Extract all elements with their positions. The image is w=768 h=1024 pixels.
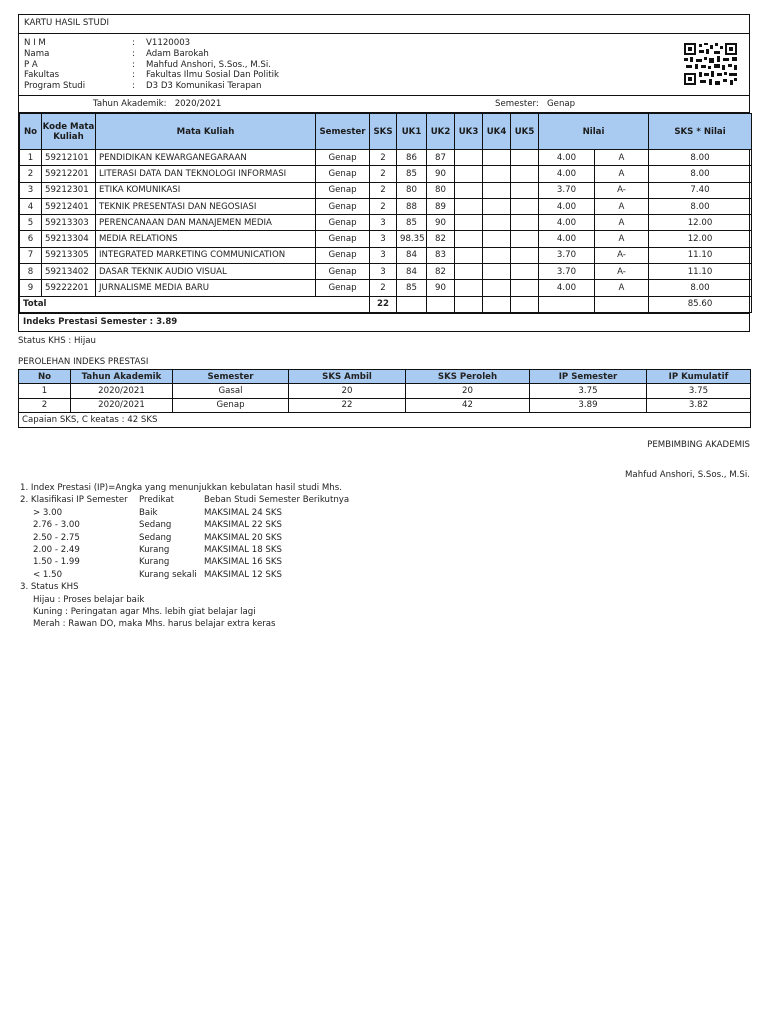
course-no: 2 (20, 166, 42, 182)
course-sks-nilai: 12.00 (649, 231, 752, 247)
course-row (20, 231, 752, 247)
course-uk4 (483, 215, 511, 231)
course-no: 8 (20, 264, 42, 280)
course-uk4 (483, 247, 511, 263)
klasifikasi-range: < 1.50 (33, 569, 63, 580)
course-row (20, 280, 752, 296)
course-sks-nilai: 11.10 (649, 247, 752, 263)
status-khs: Status KHS : Hijau (18, 336, 96, 346)
col-sks: SKS (370, 114, 397, 150)
course-nilai: 3.70 (539, 247, 595, 263)
course-uk4 (483, 198, 511, 214)
course-uk4 (483, 231, 511, 247)
course-sks: 3 (370, 231, 397, 247)
course-row (20, 215, 752, 231)
course-sks-nilai: 8.00 (649, 280, 752, 296)
course-semester: Genap (316, 247, 370, 263)
col-uk2: UK2 (427, 114, 455, 150)
course-uk3 (455, 215, 483, 231)
col-kode: Kode Mata Kuliah (42, 114, 96, 150)
col-uk5: UK5 (511, 114, 539, 150)
course-uk1: 85 (397, 215, 427, 231)
course-mk: ETIKA KOMUNIKASI (96, 182, 316, 198)
identity-row (24, 81, 744, 92)
course-uk5 (511, 280, 539, 296)
academic-semester: Semester: Genap (495, 99, 576, 109)
identity-label: Nama (24, 48, 50, 59)
identity-label: P A (24, 59, 38, 70)
note-2: 2. Klasifikasi IP Semester Predikat Beban Studi Semester Berikutnya (20, 495, 350, 506)
course-uk1: 88 (397, 198, 427, 214)
course-huruf: A (595, 231, 649, 247)
course-uk3 (455, 166, 483, 182)
course-mk: PENDIDIKAN KEWARGANEGARAAN (96, 150, 316, 166)
klasifikasi-range: 2.76 - 3.00 (33, 520, 80, 531)
course-nilai: 4.00 (539, 150, 595, 166)
course-sks: 3 (370, 264, 397, 280)
klasifikasi-range: 2.50 - 2.75 (33, 532, 80, 543)
history-col-header: No (19, 370, 71, 384)
history-cell: 2020/2021 (71, 398, 173, 413)
course-nilai: 4.00 (539, 231, 595, 247)
history-cell: 22 (289, 398, 406, 413)
course-uk3 (455, 264, 483, 280)
course-uk3 (455, 231, 483, 247)
course-kode: 59222201 (42, 280, 96, 296)
klasifikasi-predikat: Kurang (139, 557, 170, 568)
col-uk4: UK4 (483, 114, 511, 150)
history-col-header: IP Kumulatif (647, 370, 751, 384)
course-kode: 59213304 (42, 231, 96, 247)
history-cell: 42 (406, 398, 530, 413)
klasifikasi-beban: MAKSIMAL 20 SKS (204, 532, 282, 543)
course-uk5 (511, 198, 539, 214)
total-sks: 22 (370, 296, 397, 312)
identity-row (24, 38, 744, 49)
course-row (20, 166, 752, 182)
klasifikasi-row (20, 507, 349, 519)
course-uk5 (511, 231, 539, 247)
status-item: Hijau : Proses belajar baik (33, 594, 145, 605)
course-semester: Genap (316, 231, 370, 247)
total-sks-nilai: 85.60 (649, 296, 752, 312)
klasifikasi-beban: MAKSIMAL 24 SKS (204, 507, 282, 518)
identity-row (24, 70, 744, 81)
klasifikasi-range: 1.50 - 1.99 (33, 557, 80, 568)
notes (20, 482, 349, 631)
course-uk1: 85 (397, 166, 427, 182)
col-no: No (20, 114, 42, 150)
course-uk5 (511, 247, 539, 263)
course-row (20, 247, 752, 263)
course-semester: Genap (316, 215, 370, 231)
course-uk5 (511, 166, 539, 182)
course-sks: 2 (370, 182, 397, 198)
history-col-header: Tahun Akademik (71, 370, 173, 384)
grades-header-row (20, 114, 752, 150)
course-sks: 2 (370, 166, 397, 182)
course-uk1: 84 (397, 247, 427, 263)
course-uk3 (455, 198, 483, 214)
course-row (20, 182, 752, 198)
history-col-header: SKS Peroleh (406, 370, 530, 384)
course-sks-nilai: 8.00 (649, 166, 752, 182)
history-cell: 3.89 (530, 398, 647, 413)
course-sks-nilai: 11.10 (649, 264, 752, 280)
col-sks-nilai: SKS * Nilai (649, 114, 752, 150)
col-uk3: UK3 (455, 114, 483, 150)
history-col-header: IP Semester (530, 370, 647, 384)
course-no: 9 (20, 280, 42, 296)
history-cell: Gasal (173, 384, 289, 399)
col-semester: Semester (316, 114, 370, 150)
klasifikasi-range: > 3.00 (33, 507, 63, 518)
course-sks-nilai: 8.00 (649, 198, 752, 214)
course-mk: JURNALISME MEDIA BARU (96, 280, 316, 296)
course-row (20, 150, 752, 166)
history-cell: Genap (173, 398, 289, 413)
klasifikasi-beban: MAKSIMAL 16 SKS (204, 557, 282, 568)
identity-colon: : (132, 38, 135, 48)
history-row (19, 398, 751, 413)
history-cell: 20 (289, 384, 406, 399)
course-semester: Genap (316, 182, 370, 198)
klasifikasi-predikat: Baik (139, 507, 158, 518)
pembimbing-name: Mahfud Anshori, S.Sos., M.Si. (625, 470, 750, 480)
grades-table (19, 113, 752, 313)
course-huruf: A (595, 166, 649, 182)
course-uk3 (455, 150, 483, 166)
course-kode: 59213402 (42, 264, 96, 280)
course-sks-nilai: 7.40 (649, 182, 752, 198)
identity-colon: : (132, 70, 135, 81)
course-uk3 (455, 280, 483, 296)
course-huruf: A (595, 198, 649, 214)
history-cell: 20 (406, 384, 530, 399)
course-nilai: 3.70 (539, 182, 595, 198)
klasifikasi-row (20, 519, 349, 531)
course-mk: MEDIA RELATIONS (96, 231, 316, 247)
total-row (20, 296, 752, 312)
course-no: 4 (20, 198, 42, 214)
card-title: KARTU HASIL STUDI (19, 15, 749, 34)
klasifikasi-predikat: Kurang sekali (139, 569, 197, 580)
course-sks-nilai: 8.00 (649, 150, 752, 166)
pembimbing-title: PEMBIMBING AKADEMIS (647, 440, 750, 450)
student-identity (19, 34, 749, 96)
course-sks: 2 (370, 150, 397, 166)
course-uk5 (511, 215, 539, 231)
identity-value: Adam Barokah (146, 48, 209, 59)
course-uk2: 82 (427, 264, 455, 280)
status-item: Merah : Rawan DO, maka Mhs. harus belajar extra keras (33, 619, 276, 630)
course-nilai: 4.00 (539, 166, 595, 182)
course-kode: 59212401 (42, 198, 96, 214)
course-uk4 (483, 182, 511, 198)
identity-row (24, 60, 744, 71)
history-cell: 1 (19, 384, 71, 399)
course-nilai: 4.00 (539, 198, 595, 214)
note-1: 1. Index Prestasi (IP)=Angka yang menunjukkan kebulatan hasil studi Mhs. (20, 483, 342, 493)
identity-colon: : (132, 48, 135, 59)
course-uk2: 90 (427, 280, 455, 296)
course-no: 1 (20, 150, 42, 166)
identity-label: Fakultas (24, 70, 60, 81)
history-row (19, 384, 751, 399)
klasifikasi-beban: MAKSIMAL 22 SKS (204, 520, 282, 531)
klasifikasi-row (20, 556, 349, 568)
identity-label: N I M (24, 38, 46, 48)
course-uk2: 83 (427, 247, 455, 263)
identity-row (24, 49, 744, 60)
course-huruf: A (595, 150, 649, 166)
course-nilai: 4.00 (539, 280, 595, 296)
course-sks: 3 (370, 215, 397, 231)
col-mata-kuliah: Mata Kuliah (96, 114, 316, 150)
course-uk1: 84 (397, 264, 427, 280)
history-header-row (19, 370, 751, 384)
klasifikasi-predikat: Kurang (139, 545, 170, 556)
course-uk1: 85 (397, 280, 427, 296)
course-row (20, 264, 752, 280)
course-mk: TEKNIK PRESENTASI DAN NEGOSIASI (96, 198, 316, 214)
history-col-header: Semester (173, 370, 289, 384)
klasifikasi-row (20, 532, 349, 544)
perolehan-title: PEROLEHAN INDEKS PRESTASI (18, 357, 149, 367)
course-nilai: 4.00 (539, 215, 595, 231)
course-kode: 59212101 (42, 150, 96, 166)
identity-colon: : (132, 81, 135, 92)
course-kode: 59213303 (42, 215, 96, 231)
course-huruf: A (595, 280, 649, 296)
course-uk5 (511, 182, 539, 198)
history-cell: 3.75 (530, 384, 647, 399)
identity-value: D3 D3 Komunikasi Terapan (146, 81, 262, 92)
course-huruf: A (595, 215, 649, 231)
course-uk5 (511, 150, 539, 166)
history-cell: 2 (19, 398, 71, 413)
course-uk3 (455, 247, 483, 263)
course-sks: 2 (370, 198, 397, 214)
course-no: 7 (20, 247, 42, 263)
course-kode: 59213305 (42, 247, 96, 263)
course-uk2: 89 (427, 198, 455, 214)
khs-card (18, 14, 750, 332)
klasifikasi-range: 2.00 - 2.49 (33, 545, 80, 556)
history-cell: 3.82 (647, 398, 751, 413)
course-nilai: 3.70 (539, 264, 595, 280)
course-mk: PERENCANAAN DAN MANAJEMEN MEDIA (96, 215, 316, 231)
course-huruf: A- (595, 264, 649, 280)
klasifikasi-row (20, 544, 349, 556)
course-uk4 (483, 280, 511, 296)
ip-history-table (18, 369, 751, 428)
course-no: 6 (20, 231, 42, 247)
identity-value: Mahfud Anshori, S.Sos., M.Si. (146, 59, 271, 70)
klasifikasi-predikat: Sedang (139, 532, 172, 543)
course-uk2: 90 (427, 215, 455, 231)
col-nilai: Nilai (539, 114, 649, 150)
course-mk: INTEGRATED MARKETING COMMUNICATION (96, 247, 316, 263)
course-huruf: A- (595, 247, 649, 263)
course-uk3 (455, 182, 483, 198)
ips-semester: Indeks Prestasi Semester : 3.89 (19, 313, 749, 331)
klasifikasi-predikat: Sedang (139, 520, 172, 531)
qr-code-icon (684, 43, 737, 85)
course-uk2: 90 (427, 166, 455, 182)
history-cell: 2020/2021 (71, 384, 173, 399)
col-uk1: UK1 (397, 114, 427, 150)
course-uk2: 82 (427, 231, 455, 247)
course-row (20, 198, 752, 214)
course-kode: 59212301 (42, 182, 96, 198)
course-uk1: 98.35 (397, 231, 427, 247)
identity-label: Program Studi (24, 81, 86, 92)
klasifikasi-beban: MAKSIMAL 12 SKS (204, 569, 282, 580)
identity-colon: : (132, 59, 135, 70)
total-label: Total (20, 296, 370, 312)
course-mk: LITERASI DATA DAN TEKNOLOGI INFORMASI (96, 166, 316, 182)
course-semester: Genap (316, 150, 370, 166)
course-uk4 (483, 150, 511, 166)
identity-value: Fakultas Ilmu Sosial Dan Politik (146, 70, 279, 81)
course-kode: 59212201 (42, 166, 96, 182)
identity-value: V1120003 (146, 38, 191, 48)
course-uk4 (483, 264, 511, 280)
course-sks-nilai: 12.00 (649, 215, 752, 231)
course-no: 5 (20, 215, 42, 231)
course-mk: DASAR TEKNIK AUDIO VISUAL (96, 264, 316, 280)
klasifikasi-beban: MAKSIMAL 18 SKS (204, 545, 282, 556)
course-uk5 (511, 264, 539, 280)
course-uk4 (483, 166, 511, 182)
klasifikasi-row (20, 569, 349, 581)
status-item: Kuning : Peringatan agar Mhs. lebih giat belajar lagi (33, 607, 256, 618)
course-no: 3 (20, 182, 42, 198)
note-3: 3. Status KHS (20, 582, 79, 593)
course-uk2: 87 (427, 150, 455, 166)
course-semester: Genap (316, 166, 370, 182)
course-sks: 2 (370, 280, 397, 296)
course-semester: Genap (316, 264, 370, 280)
academic-year: Tahun Akademik: 2020/2021 (93, 99, 222, 109)
course-huruf: A- (595, 182, 649, 198)
academic-period (19, 96, 749, 113)
course-uk2: 80 (427, 182, 455, 198)
course-uk1: 80 (397, 182, 427, 198)
history-cell: 3.75 (647, 384, 751, 399)
capaian-sks: Capaian SKS, C keatas : 42 SKS (19, 413, 751, 428)
course-semester: Genap (316, 280, 370, 296)
course-sks: 3 (370, 247, 397, 263)
history-col-header: SKS Ambil (289, 370, 406, 384)
course-uk1: 86 (397, 150, 427, 166)
course-semester: Genap (316, 198, 370, 214)
